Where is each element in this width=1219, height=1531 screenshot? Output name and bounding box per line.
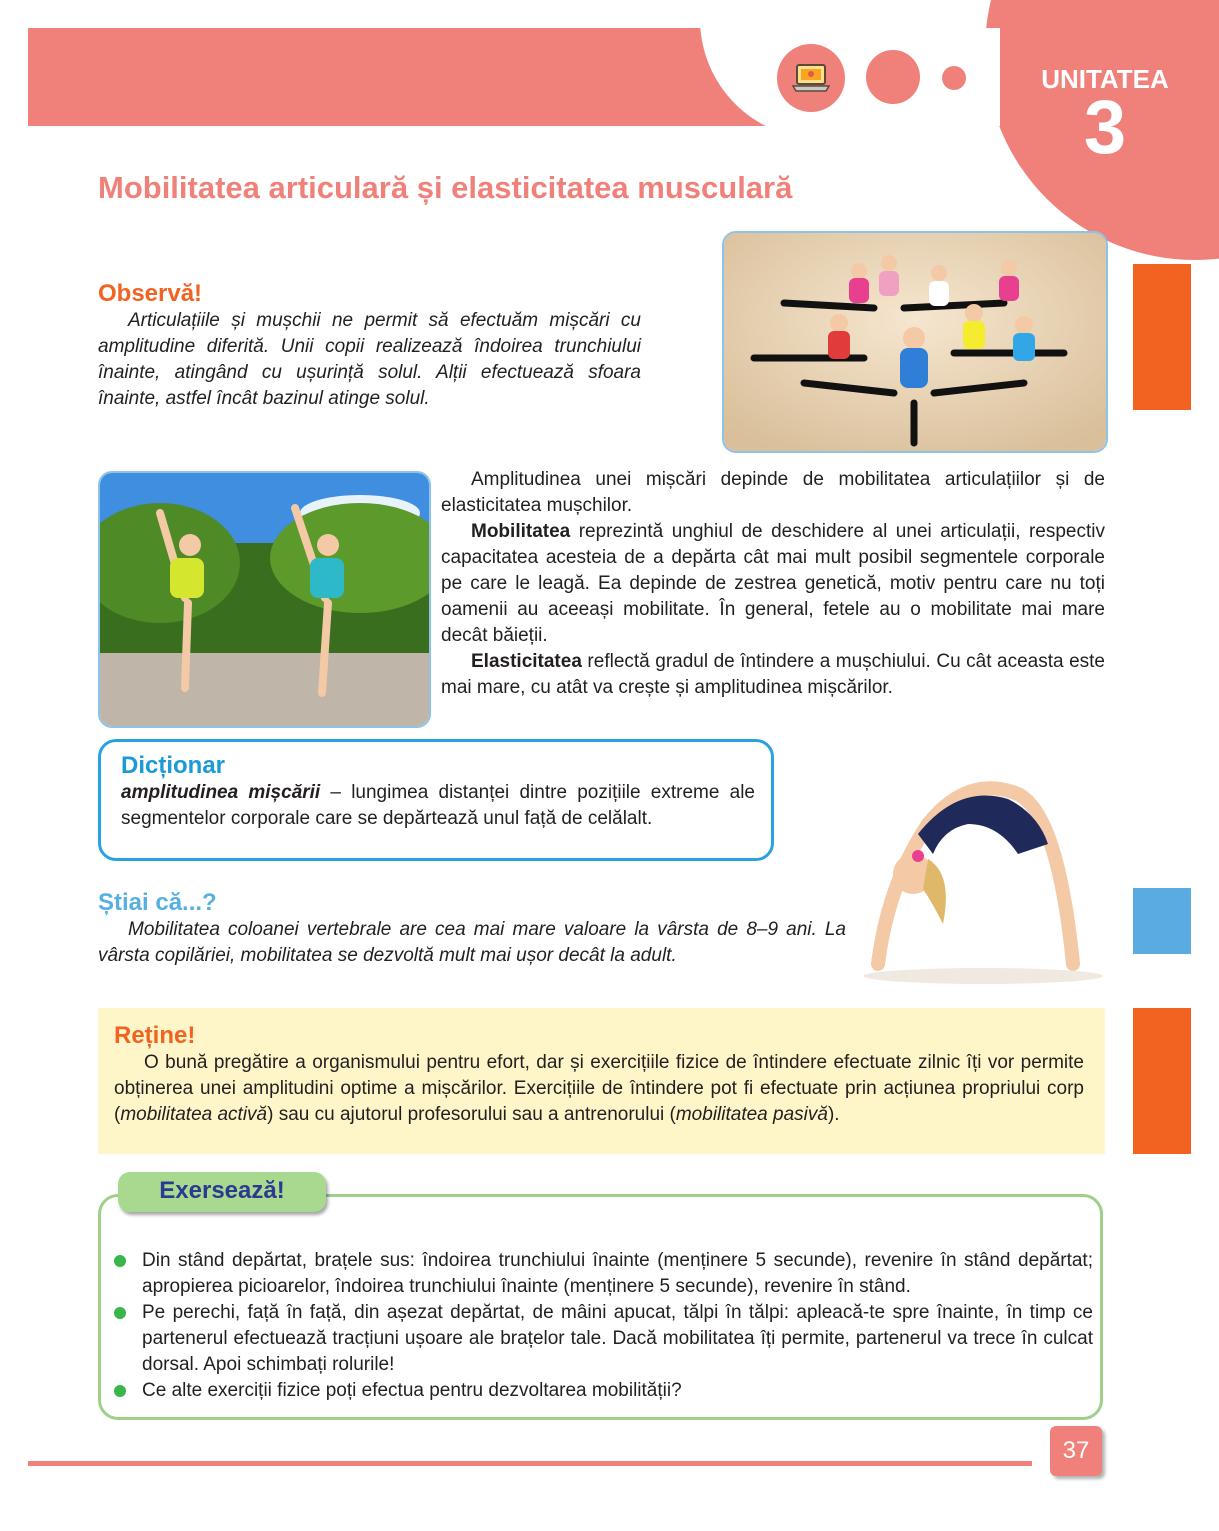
- retine-term-passive: mobilitatea pasivă: [675, 1104, 828, 1125]
- header-dot-medium: [866, 50, 920, 104]
- page-number: 37: [1062, 1437, 1090, 1464]
- main-paragraph-3: [441, 649, 1105, 701]
- exercise-item: [114, 1378, 1093, 1404]
- retine-text-1: O bună pregătire a organismului pentru efort, dar și exercițiile fizice de întindere efectuate zilnic îți vor permite obținerea unei amplitudini optime a mișcărilor. Exercițiile de întindere pot fi efectuate prin acțiunea propriului corp (: [114, 1052, 1084, 1125]
- photo-children-splits-image: [724, 233, 1106, 451]
- stiai-text: Mobilitatea coloanei vertebrale are cea mai mare valoare la vârsta de 8–9 ani. La vârsta copilăriei, mobilitatea se dezvoltă mult mai ușor decât la adult.: [98, 919, 846, 966]
- photo-girl-backbend: [858, 764, 1108, 986]
- retine-text: [114, 1050, 1084, 1128]
- retine-text-3: ).: [827, 1104, 840, 1125]
- observa-section: [98, 280, 641, 412]
- dictionar-definition: [121, 780, 755, 832]
- dictionar-section: [121, 752, 755, 832]
- side-tab-orange-lower: [1133, 1008, 1191, 1154]
- photo-children-splits: [722, 231, 1108, 453]
- retine-text-2: ) sau cu ajutorul profesorului sau a antrenorului (: [267, 1104, 676, 1125]
- header-dot-small: [942, 66, 966, 90]
- main-paragraph-2: [441, 519, 1105, 649]
- exercise-item-text: Ce alte exerciții fizice poți efectua pentru dezvoltarea mobilității?: [142, 1380, 682, 1401]
- main-paragraph-2-text: reprezintă unghiul de deschidere al unei articulații, respectiv capacitatea acesteia de a depărta cât mai mult posibil segmentele corporale pe care le leagă. Ea depinde de zestrea genetică, motiv pentru care nu toți oamenii au aceeași mobilitate. În general, fetele au o mobilitate mai mare decât băieții.: [441, 521, 1105, 646]
- retine-term-active: mobilitatea activă: [120, 1104, 268, 1125]
- exerseaza-heading: Exersează!: [159, 1177, 285, 1204]
- observa-text: Articulațiile și mușchii ne permit să efectuăm mișcări cu amplitudine diferită. Unii copii realizează îndoirea trunchiului înainte, atingând cu ușurință solul. Alții efectuează sfoara înainte, astfel încât bazinul atinge solul.: [98, 310, 641, 409]
- observa-heading: Observă!: [98, 280, 203, 307]
- unit-label: UNITATEA: [1041, 64, 1169, 94]
- photo-girls-high-kick-image: [100, 473, 429, 726]
- exerseaza-list: [114, 1248, 1093, 1404]
- bullet-icon: [114, 1255, 126, 1267]
- dictionar-heading: Dicționar: [121, 752, 226, 779]
- exercise-item: [114, 1300, 1093, 1378]
- term-elasticitatea: Elasticitatea: [471, 651, 582, 672]
- photo-girls-high-kick: [98, 471, 431, 728]
- main-text: [441, 467, 1105, 701]
- main-paragraph-1: Amplitudinea unei mișcări depinde de mobilitatea articulațiilor și de elasticitatea mușchilor.: [441, 469, 1105, 516]
- dictionar-definition-text: – lungimea distanței dintre pozițiile extreme ale segmentelor corporale care se depărtează unul față de celălalt.: [121, 782, 755, 829]
- dictionar-term: amplitudinea mișcării: [121, 782, 321, 803]
- stiai-heading: Știai că...?: [98, 889, 217, 916]
- unit-number: 3: [1083, 85, 1127, 170]
- main-paragraph-3-text: reflectă gradul de întindere a mușchiului. Cu cât aceasta este mai mare, cu atât va crește și amplitudinea mișcărilor.: [441, 651, 1105, 698]
- term-mobilitatea: Mobilitatea: [471, 521, 571, 542]
- stiai-section: [98, 889, 846, 969]
- page-title: Mobilitatea articulară și elasticitatea musculară: [98, 170, 793, 205]
- retine-section: [114, 1022, 1084, 1128]
- footer-line: [28, 1461, 1032, 1466]
- bullet-icon: [114, 1385, 126, 1397]
- exercise-item-text: Pe perechi, față în față, din așezat depărtat, de mâini apucat, tălpi în tălpi: apleacă-te spre înainte, în timp ce partenerul efectuează tracțiuni ușoare ale brațelor tale. Dacă mobilitatea îți permite, partenerul va trece în culcat dorsal. Apoi schimbați rolurile!: [142, 1302, 1093, 1375]
- retine-heading: Reține!: [114, 1022, 196, 1049]
- exercise-item: [114, 1248, 1093, 1300]
- laptop-icon: [792, 63, 830, 93]
- exercise-item-text: Din stând depărtat, brațele sus: îndoirea trunchiului înainte (menținere 5 secunde), revenire în stând depărtat; apropierea picioarelor, îndoirea trunchiului înainte (menținere 5 secunde), revenire în stând.: [142, 1250, 1093, 1297]
- side-tab-blue: [1133, 888, 1191, 954]
- side-tab-orange: [1133, 264, 1191, 410]
- bullet-icon: [114, 1307, 126, 1319]
- exerseaza-list-container: [114, 1248, 1093, 1404]
- header-gap: [960, 28, 1000, 126]
